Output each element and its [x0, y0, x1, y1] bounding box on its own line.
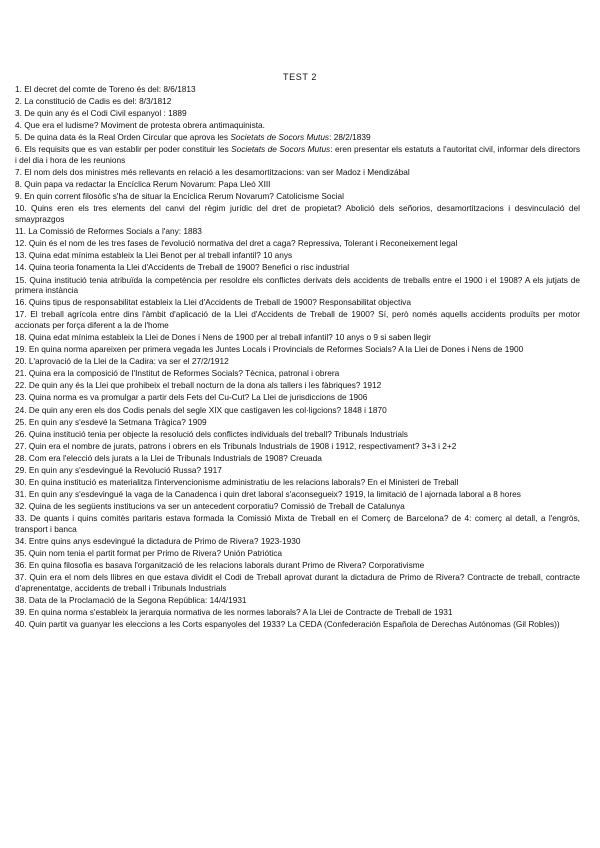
- item-text: 11. La Comissió de Reformes Socials a l'any: 1883: [15, 226, 202, 237]
- list-item: [15, 453, 580, 464]
- item-text: 2. La constitució de Cadis es del: 8/3/1812: [15, 96, 172, 107]
- list-item: [15, 179, 580, 190]
- list-item: [15, 344, 580, 355]
- list-item: [15, 262, 580, 273]
- item-text: 23. Quina norma es va promulgar a partir dels Fets del Cu-Cut? La Llei de jurisdiccions de 1906: [15, 392, 368, 403]
- item-text: 30. En quina institució es materialitza l'intervencionisme administratiu de les relacions laborals? En el Ministeri de Treball: [15, 477, 459, 488]
- item-text: 32. Quina de les següents institucions va ser un antecedent corporatiu? Comissió de Treball de Catalunya: [15, 501, 405, 512]
- item-text: 5. De quina data és la Real Orden Circular que aprova les: [15, 132, 231, 143]
- item-text: 34. Entre quins anys esdevingué la dictadura de Primo de Rivera? 1923-1930: [15, 536, 301, 547]
- item-text: 7. El nom dels dos ministres més rellevants en relació a les desamortitzacions: van ser Madoz i Mendizábal: [15, 167, 410, 178]
- list-item: [15, 429, 580, 440]
- list-item: [15, 489, 580, 500]
- list-item: [15, 203, 580, 224]
- item-text: 26. Quina institució tenia per objecte la resolució dels conflictes individuals del treball? Tribunals Industrials: [15, 428, 408, 439]
- item-text: 15. Quina institució tenia atribuïda la competència per resoldre els conflictes derivats dels accidents de treballs entre el 1900 i el 1908? A els jutjats de primera instància: [15, 274, 580, 296]
- item-text: 1. El decret del comte de Toreno és del: 8/6/1813: [15, 84, 196, 94]
- item-text: 40. Quin partit va guanyar les eleccions a les Corts espanyoles del 1933? La CEDA (Confederación Española de Derechas Autónomas (Gil Robles)): [15, 619, 560, 630]
- list-item: [15, 132, 580, 143]
- item-text: 16. Quins tipus de responsabilitat estableix la Llei d'Accidents de Treball de 1900? Responsabilitat objectiva: [15, 297, 411, 308]
- list-item: [15, 238, 580, 249]
- list-item: [15, 607, 580, 618]
- list-item: [15, 560, 580, 571]
- list-item: [15, 120, 580, 131]
- list-item: [15, 368, 580, 379]
- item-text: 6. Els requisits que es van establir per poder constituir les: [15, 144, 232, 155]
- list-item: [15, 536, 580, 547]
- list-item: [15, 250, 580, 261]
- list-item: [15, 108, 580, 119]
- list-item: [15, 441, 580, 452]
- item-text: 24. De quin any eren els dos Codis penals del segle XIX que castigaven les col·ligcions? 1848 i 1870: [15, 404, 387, 415]
- item-text: 35. Quin nom tenia el partit format per Primo de Rivera? Unión Patriótica: [15, 548, 283, 559]
- item-text: 14. Quina teoria fonamenta la Llei d'Accidents de Treball de 1900? Benefici o risc industrial: [15, 262, 350, 273]
- list-item: [15, 167, 580, 178]
- list-item: [15, 548, 580, 559]
- item-text: 22. De quin any és la Llei que prohibeix el treball nocturn de la dona als tallers i les fàbriques? 1912: [15, 380, 382, 391]
- item-text: 33. De quants i quins comitès paritaris estava formada la Comissió Mixta de Treball en el Comerç de Barcelona? de 4: comerç al detall, a l'engròs, transport i banca: [15, 513, 580, 534]
- list-item: [15, 405, 580, 416]
- list-item: [15, 275, 580, 296]
- item-text: 38. Data de la Proclamació de la Segona República: 14/4/1931: [15, 595, 247, 606]
- list-item: [15, 501, 580, 512]
- list-item: [15, 477, 580, 488]
- list-item: [15, 191, 580, 202]
- list-item: [15, 332, 580, 343]
- list-item: [15, 309, 580, 330]
- item-text: 39. En quina norma s'estableix la jerarquia normativa de les normes laborals? A la Llei de Contracte de Treball de 1931: [15, 607, 453, 618]
- item-text: 18. Quina edat mínima estableix la Llei de Dones i Nens de 1900 per al treball infantil? 10 anys o 9 si saben llegir: [15, 331, 432, 342]
- item-text: 9. En quin corrent filosòfic s'ha de situar la Encíclica Rerum Novarum? Catolicisme Social: [15, 191, 344, 202]
- item-text: 8. Quin papa va redactar la Encíclica Rerum Novarum: Papa Lleó XIII: [15, 179, 271, 190]
- list-item: [15, 297, 580, 308]
- item-text: : 28/2/1839: [329, 132, 371, 143]
- item-text: 37. Quin era el nom dels llibres en que estava dividit el Codi de Treball aprovat durant la dictadura de Primo de Rivera? Contracte de treball, contracte d'aprenentatge, accidents de treball i Tribunals Industrials: [15, 572, 580, 593]
- item-text: 36. En quina filosofia es basava l'organització de les relacions laborals durant Primo de Rivera? Corporativisme: [15, 560, 425, 571]
- item-italic-text: Societats de Socors Mutus: [230, 132, 330, 143]
- item-text: : eren presentar els estatuts a l'autoritat civil, informar dels directors i del dia i hora de les reunions: [15, 144, 580, 166]
- list-item: [15, 417, 580, 428]
- item-text: 27. Quin era el nombre de jurats, patrons i obrers en els Tribunals Industrials de 1908 i 1912, respectivament? 3+3 i 2+2: [15, 440, 457, 451]
- list-item: [15, 392, 580, 403]
- list-item: [15, 572, 580, 593]
- list-item: [15, 96, 580, 107]
- item-text: 12. Quin és el nom de les tres fases de l'evolució normativa del dret a caga? Repressiva, Tolerant i Reconeixement legal: [15, 238, 458, 249]
- item-italic-text: Societats de Socors Mutus: [231, 144, 331, 155]
- list-item: [15, 356, 580, 367]
- list-item: [15, 144, 580, 165]
- list-item: [15, 619, 580, 630]
- list-item: [15, 465, 580, 476]
- page-title: TEST 2: [283, 72, 317, 82]
- item-text: 4. Que era el ludisme? Moviment de protesta obrera antimaquinista.: [15, 120, 265, 131]
- list-item: [15, 513, 580, 534]
- item-text: 17. El treball agrícola entre dins l'àmbit d'aplicació de la Llei d'Accidents de Treball de 1900? Sí, però només aquells accidents produïts per motor accionats per força diferent a la de l'home: [15, 309, 580, 330]
- item-text: 28. Com era l'elecció dels jurats a la Llei de Tribunals Industrials de 1908? Creuada: [15, 452, 322, 463]
- item-text: 19. En quina norma apareixen per primera vegada les Juntes Locals i Provincials de Reformes Socials? A la Llei de Dones i Nens de 1900: [15, 344, 524, 355]
- item-text: 13. Quina edat mínima estableix la Llei Benot per al treball infantil? 10 anys: [15, 250, 293, 261]
- question-list: [15, 84, 580, 631]
- item-text: 20. L'aprovació de la Llei de la Cadira: va ser el 27/2/1912: [15, 356, 229, 367]
- item-text: 10. Quins eren els tres elements del canvi del règim jurídic del dret de propietat? Abolició dels señorios, desamortitzacions i desvinculació del smayprazgos: [15, 203, 580, 225]
- list-item: [15, 226, 580, 237]
- item-text: 25. En quin any s'esdevé la Setmana Tràgica? 1909: [15, 416, 207, 427]
- item-text: 21. Quina era la composició de l'Institut de Reformes Socials? Tècnica, patronal i obrera: [15, 368, 340, 379]
- item-text: 31. En quin any s'esdevingué la vaga de la Canadenca i quin dret laboral s'aconsegueix? 1919, la limitació de l ajornada laboral a 8 hores: [15, 489, 521, 500]
- list-item: [15, 595, 580, 606]
- list-item: [15, 84, 580, 95]
- list-item: [15, 380, 580, 391]
- item-text: 29. En quin any s'esdevingué la Revolució Russa? 1917: [15, 465, 222, 475]
- item-text: 3. De quin any és el Codi Civil espanyol : 1889: [15, 108, 187, 119]
